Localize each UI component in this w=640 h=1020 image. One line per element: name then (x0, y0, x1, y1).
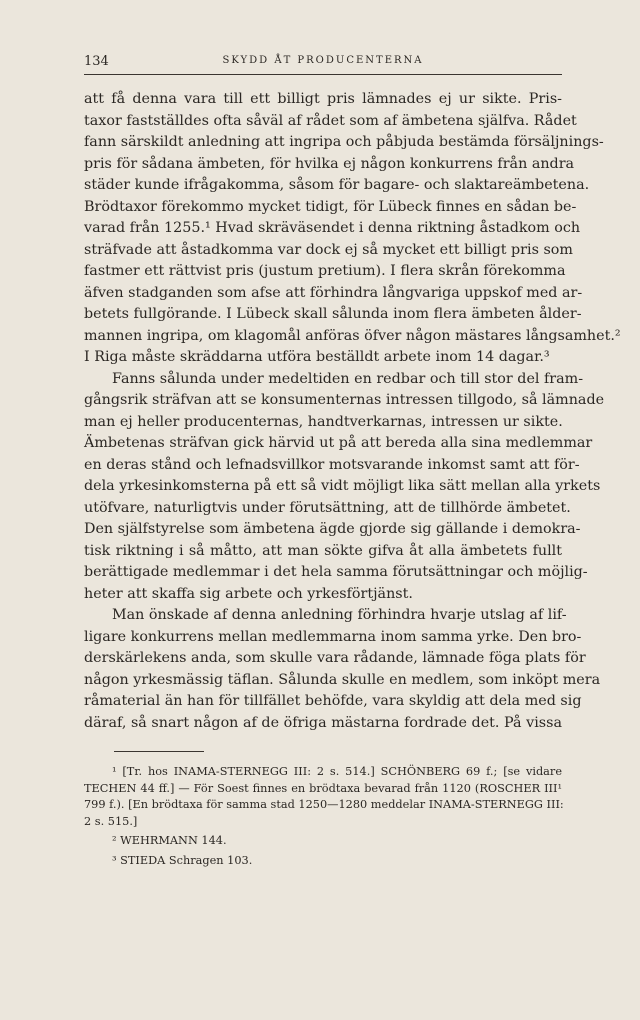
text-line: sträfvade att åstadkomma var dock ej så mycket ett billigt pris som (84, 241, 573, 258)
paragraph-start-line: Fanns sålunda under medeltiden en redbar och till stor del fram- (112, 370, 584, 387)
text-line: I Riga måste skräddarna utföra beställdt arbete inom 14 dagar.³ (84, 349, 550, 365)
footnote-line: 2 s. 515.] (84, 814, 138, 828)
footnote-line: 799 f.). [En brödtaxa för samma stad 1250—1280 meddelar INAMA-STERNEGG III: (84, 798, 564, 811)
text-line: någon yrkesmässig täflan. Sålunda skulle en medlem, som inköpt mera (84, 671, 601, 688)
footnote-line: TECHEN 44 ff.] — För Soest finnes en brödtaxa bevarad från 1120 (ROSCHER III¹ (84, 781, 562, 795)
page-header (84, 54, 562, 75)
text-line: gångsrik sträfvan att se konsumenternas intressen tillgodo, så lämnade (84, 392, 605, 408)
text-line: varad från 1255.¹ Hvad skräväsendet i denna riktning åstadkom och (84, 220, 581, 236)
footnote-line: ¹ [Tr. hos INAMA-STERNEGG III: 2 s. 514.] SCHÖNBERG 69 f.; [se vidare (112, 765, 562, 778)
paragraph-start-line: Man önskade af denna anledning förhindra hvarje utslag af lif- (112, 607, 567, 623)
text-line: pris för sådana ämbeten, för hvilka ej någon konkurrens från andra (84, 155, 575, 172)
text-line: utöfvare, naturligtvis under förutsättning, att de tillhörde ämbetet. (84, 499, 571, 516)
text-line: fann särskildt anledning att ingripa och påbjuda bestämda försäljnings- (84, 134, 604, 150)
footnote-divider (114, 751, 204, 752)
footnote-line: ³ STIEDA Schragen 103. (112, 853, 253, 867)
text-line: städer kunde ifrågakomma, såsom för bagare- och slaktareämbetena. (84, 177, 590, 193)
text-line: betets fullgörande. I Lübeck skall sålunda inom flera ämbeten ålder- (84, 306, 582, 322)
text-line: dela yrkesinkomsterna på ett så vidt möjligt lika sätt mellan alla yrkets (84, 478, 601, 494)
text-line: fastmer ett rättvist pris (justum pretium). I flera skrån förekomma (84, 263, 566, 279)
text-line: däraf, så snart någon af de öfriga mästarna fordrade det. På vissa (84, 714, 562, 731)
text-line: att få denna vara till ett billigt pris lämnades ej ur sikte. Pris- (84, 91, 562, 107)
text-line: derskärlekens anda, som skulle vara rådande, lämnade föga plats för (84, 650, 586, 666)
footnote-line: ² WEHRMANN 144. (112, 834, 227, 847)
text-line: Ämbetenas sträfvan gick härvid ut på att bereda alla sina medlemmar (84, 435, 593, 451)
text-line: Brödtaxor förekommo mycket tidigt, för Lübeck finnes en sådan be- (84, 198, 577, 215)
text-line: heter att skaffa sig arbete och yrkesförtjänst. (84, 585, 413, 602)
text-line: man ej heller producenternas, handtverkarnas, intressen ur sikte. (84, 413, 563, 430)
text-line: ligare konkurrens mellan medlemmarna inom samma yrke. Den bro- (84, 628, 582, 645)
text-line: berättigade medlemmar i det hela samma förutsättningar och möjlig- (84, 564, 588, 580)
footnotes (84, 764, 562, 869)
text-line: en deras stånd och lefnadsvillkor motsvarande inkomst samt att för- (84, 456, 580, 473)
text-line: äfven stadganden som afse att förhindra långvariga uppskof med ar- (84, 284, 583, 301)
running-title: SKYDD ÅT PRODUCENTERNA (222, 55, 424, 66)
text-line: taxor fastställdes ofta såväl af rådet som af ämbetena själfva. Rådet (84, 112, 577, 129)
text-line: mannen ingripa, om klagomål anföras öfver någon mästares långsamhet.² (84, 327, 621, 344)
text-line: tisk riktning i så måtto, att man sökte gifva åt alla ämbetets fullt (84, 542, 562, 559)
text-line: Den själfstyrelse som ämbetena ägde gjorde sig gällande i demokra- (84, 521, 581, 537)
page-number: 134 (84, 54, 109, 69)
body-text (84, 89, 621, 734)
text-line: råmaterial än han för tillfället behöfde, vara skyldig att dela med sig (84, 693, 582, 709)
